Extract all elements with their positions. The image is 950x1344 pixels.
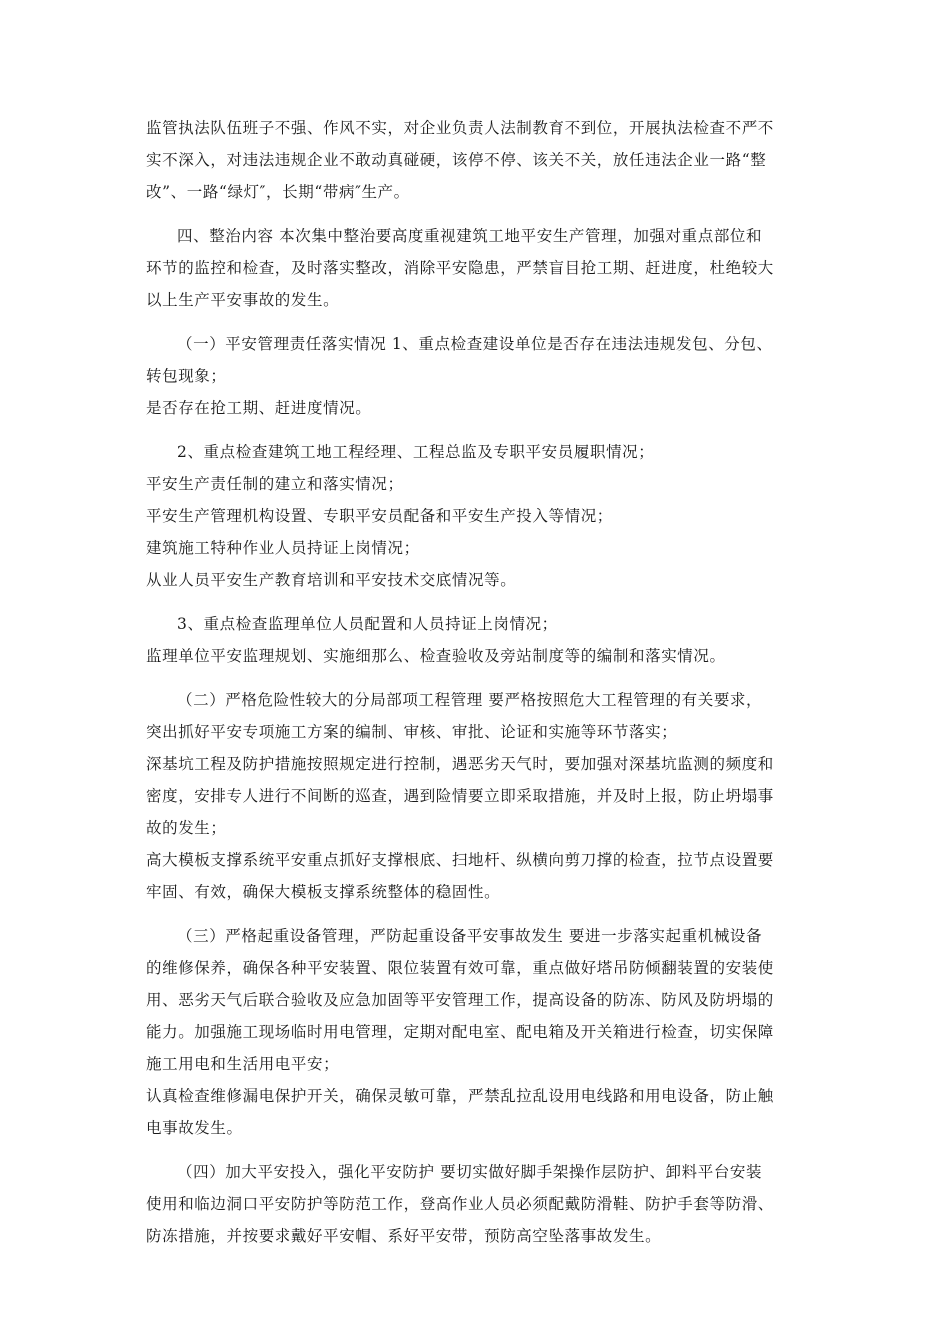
text-line: 建筑施工特种作业人员持证上岗情况； [146,539,420,557]
text-line: 实不深入，对违法违规企业不敢动真碰硬，该停不停、该关不关，放任违法企业一路“整 [146,151,767,169]
paragraph-lifting-equipment [146,920,806,1144]
text-line: （一）平安管理责任落实情况 1、重点检查建设单位是否存在违法违规发包、分包、 [177,335,773,353]
text-line: 的维修保养，确保各种平安装置、限位装置有效可靠，重点做好塔吊防倾翻装置的安装使 [146,959,774,977]
text-line: 平安生产责任制的建立和落实情况； [146,475,404,493]
paragraph-safety-responsibility [146,328,806,424]
text-line: 平安生产管理机构设置、专职平安员配备和平安生产投入等情况； [146,507,613,525]
text-line: 环节的监控和检查，及时落实整改，消除平安隐患，严禁盲目抢工期、赶进度，杜绝较大 [146,259,774,277]
paragraph-project-manager-check [146,436,806,596]
text-line: 用、恶劣天气后联合验收及应急加固等平安管理工作，提高设备的防冻、防风及防坍塌的 [146,991,774,1009]
text-line: 牢固、有效，确保大模板支撑系统整体的稳固性。 [146,883,501,901]
text-line: 3、重点检查监理单位人员配置和人员持证上岗情况； [177,615,558,633]
paragraph-rectification-content [146,220,806,316]
paragraph-safety-investment [146,1156,806,1252]
text-line: 电事故发生。 [146,1119,243,1137]
text-line: 改”、一路“绿灯″，长期“带病″生产。 [146,183,410,201]
text-line: （二）严格危险性较大的分局部项工程管理 要严格按照危大工程管理的有关要求， [177,691,763,709]
text-line: 能力。加强施工现场临时用电管理，定期对配电室、配电箱及开关箱进行检查，切实保障 [146,1023,774,1041]
text-line: 以上生产平安事故的发生。 [146,291,340,309]
text-line: （三）严格起重设备管理，严防起重设备平安事故发生 要进一步落实起重机械设备 [177,927,763,945]
text-line: 故的发生； [146,819,227,837]
text-line: 四、整治内容 本次集中整治要高度重视建筑工地平安生产管理，加强对重点部位和 [177,227,763,245]
text-line: 认真检查维修漏电保护开关，确保灵敏可靠，严禁乱拉乱设用电线路和用电设备，防止触 [146,1087,774,1105]
text-line: 密度，安排专人进行不间断的巡查，遇到险情要立即采取措施，并及时上报，防止坍塌事 [146,787,774,805]
text-line: 转包现象； [146,367,227,385]
text-line: 施工用电和生活用电平安； [146,1055,340,1073]
text-line: 使用和临边洞口平安防护等防范工作，登高作业人员必须配戴防滑鞋、防护手套等防滑、 [146,1195,774,1213]
text-line: 从业人员平安生产教育培训和平安技术交底情况等。 [146,571,517,589]
paragraph-hazardous-works [146,684,806,908]
text-line: 深基坑工程及防护措施按照规定进行控制，遇恶劣天气时，要加强对深基坑监测的频度和 [146,755,774,773]
text-line: 监理单位平安监理规划、实施细那么、检查验收及旁站制度等的编制和落实情况。 [146,647,726,665]
text-line: 防冻措施，并按要求戴好平安帽、系好平安带，预防高空坠落事故发生。 [146,1227,662,1245]
paragraph-supervision-check [146,608,806,672]
paragraph-enforcement-issues [146,112,806,208]
text-line: （四）加大平安投入，强化平安防护 要切实做好脚手架操作层防护、卸料平台安装 [177,1163,763,1181]
text-line: 突出抓好平安专项施工方案的编制、审核、审批、论证和实施等环节落实； [146,723,678,741]
text-line: 高大模板支撑系统平安重点抓好支撑根底、扫地杆、纵横向剪刀撑的检查，拉节点设置要 [146,851,774,869]
text-line: 是否存在抢工期、赶进度情况。 [146,399,372,417]
text-line: 监管执法队伍班子不强、作风不实，对企业负责人法制教育不到位，开展执法检查不严不 [146,119,774,137]
document-body [146,112,806,1264]
text-line: 2、重点检查建筑工地工程经理、工程总监及专职平安员履职情况； [177,443,655,461]
